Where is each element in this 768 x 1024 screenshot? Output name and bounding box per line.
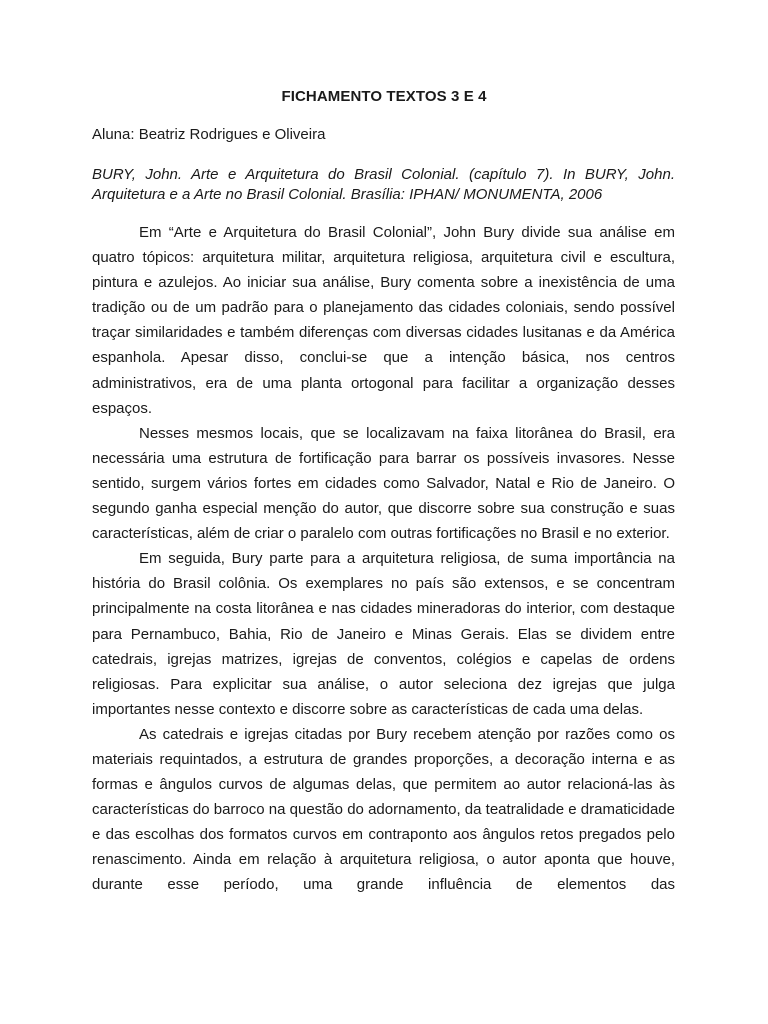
paragraph: Nesses mesmos locais, que se localizavam na faixa litorânea do Brasil, era necessária uma estrutura de fortificação para barrar os possíveis invasores. Nesse sentido, surgem vários fortes em cidades como Salvador, Natal e Rio de Janeiro. O segundo ganha especial menção do autor, que discorre sobre sua construção e suas características, além de criar o paralelo com outras fortificações no Brasil e no exterior.: [92, 424, 675, 543]
paragraph: As catedrais e igrejas citadas por Bury recebem atenção por razões como os materiais requintados, a estrutura de grandes proporções, a decoração interna e as formas e ângulos curvos de algumas delas, que permitem ao autor relacioná-las às características do barroco na questão do adornamento, da teatralidade e dramaticidade e das escolhas dos formatos curvos em contraponto aos ângulos retos pregados pelo renascimento. Ainda em relação à arquitetura religiosa, o autor aponta que houve, durante esse período, uma grande influência de elementos das: [92, 725, 675, 894]
paragraph: Em “Arte e Arquitetura do Brasil Colonial”, John Bury divide sua análise em quatro tópicos: arquitetura militar, arquitetura religiosa, arquitetura civil e escultura, pintura e azulejos. Ao iniciar sua análise, Bury comenta sobre a inexistência de uma tradição ou de um padrão para o planejamento das cidades coloniais, sendo possível traçar similaridades e também diferenças com diversas cidades lusitanas e da América espanhola. Apesar disso, conclui-se que a intenção básica, nos centros administrativos, era de uma planta ortogonal para facilitar a organização desses espaços.: [92, 224, 675, 417]
paragraph: Em seguida, Bury parte para a arquitetura religiosa, de suma importância na história do Brasil colônia. Os exemplares no país são extensos, e se concentram principalmente na costa litorânea e nas cidades mineradoras do interior, com destaque para Pernambuco, Bahia, Rio de Janeiro e Minas Gerais. Elas se dividem entre catedrais, igrejas matrizes, igrejas de conventos, colégios e capelas de ordens religiosas. Para explicitar sua análise, o autor seleciona dez igrejas que julga importantes nesse contexto e discorre sobre as características de cada uma delas.: [92, 550, 675, 718]
student-name: Aluna: Beatriz Rodrigues e Oliveira: [92, 126, 326, 143]
document-body: [92, 220, 675, 898]
page-title: FICHAMENTO TEXTOS 3 E 4: [281, 88, 487, 105]
bibliographic-reference: BURY, John. Arte e Arquitetura do Brasil Colonial. (capítulo 7). In BURY, John. Arquitetura e a Arte no Brasil Colonial. Brasília: IPHAN/ MONUMENTA, 2006: [92, 166, 675, 203]
